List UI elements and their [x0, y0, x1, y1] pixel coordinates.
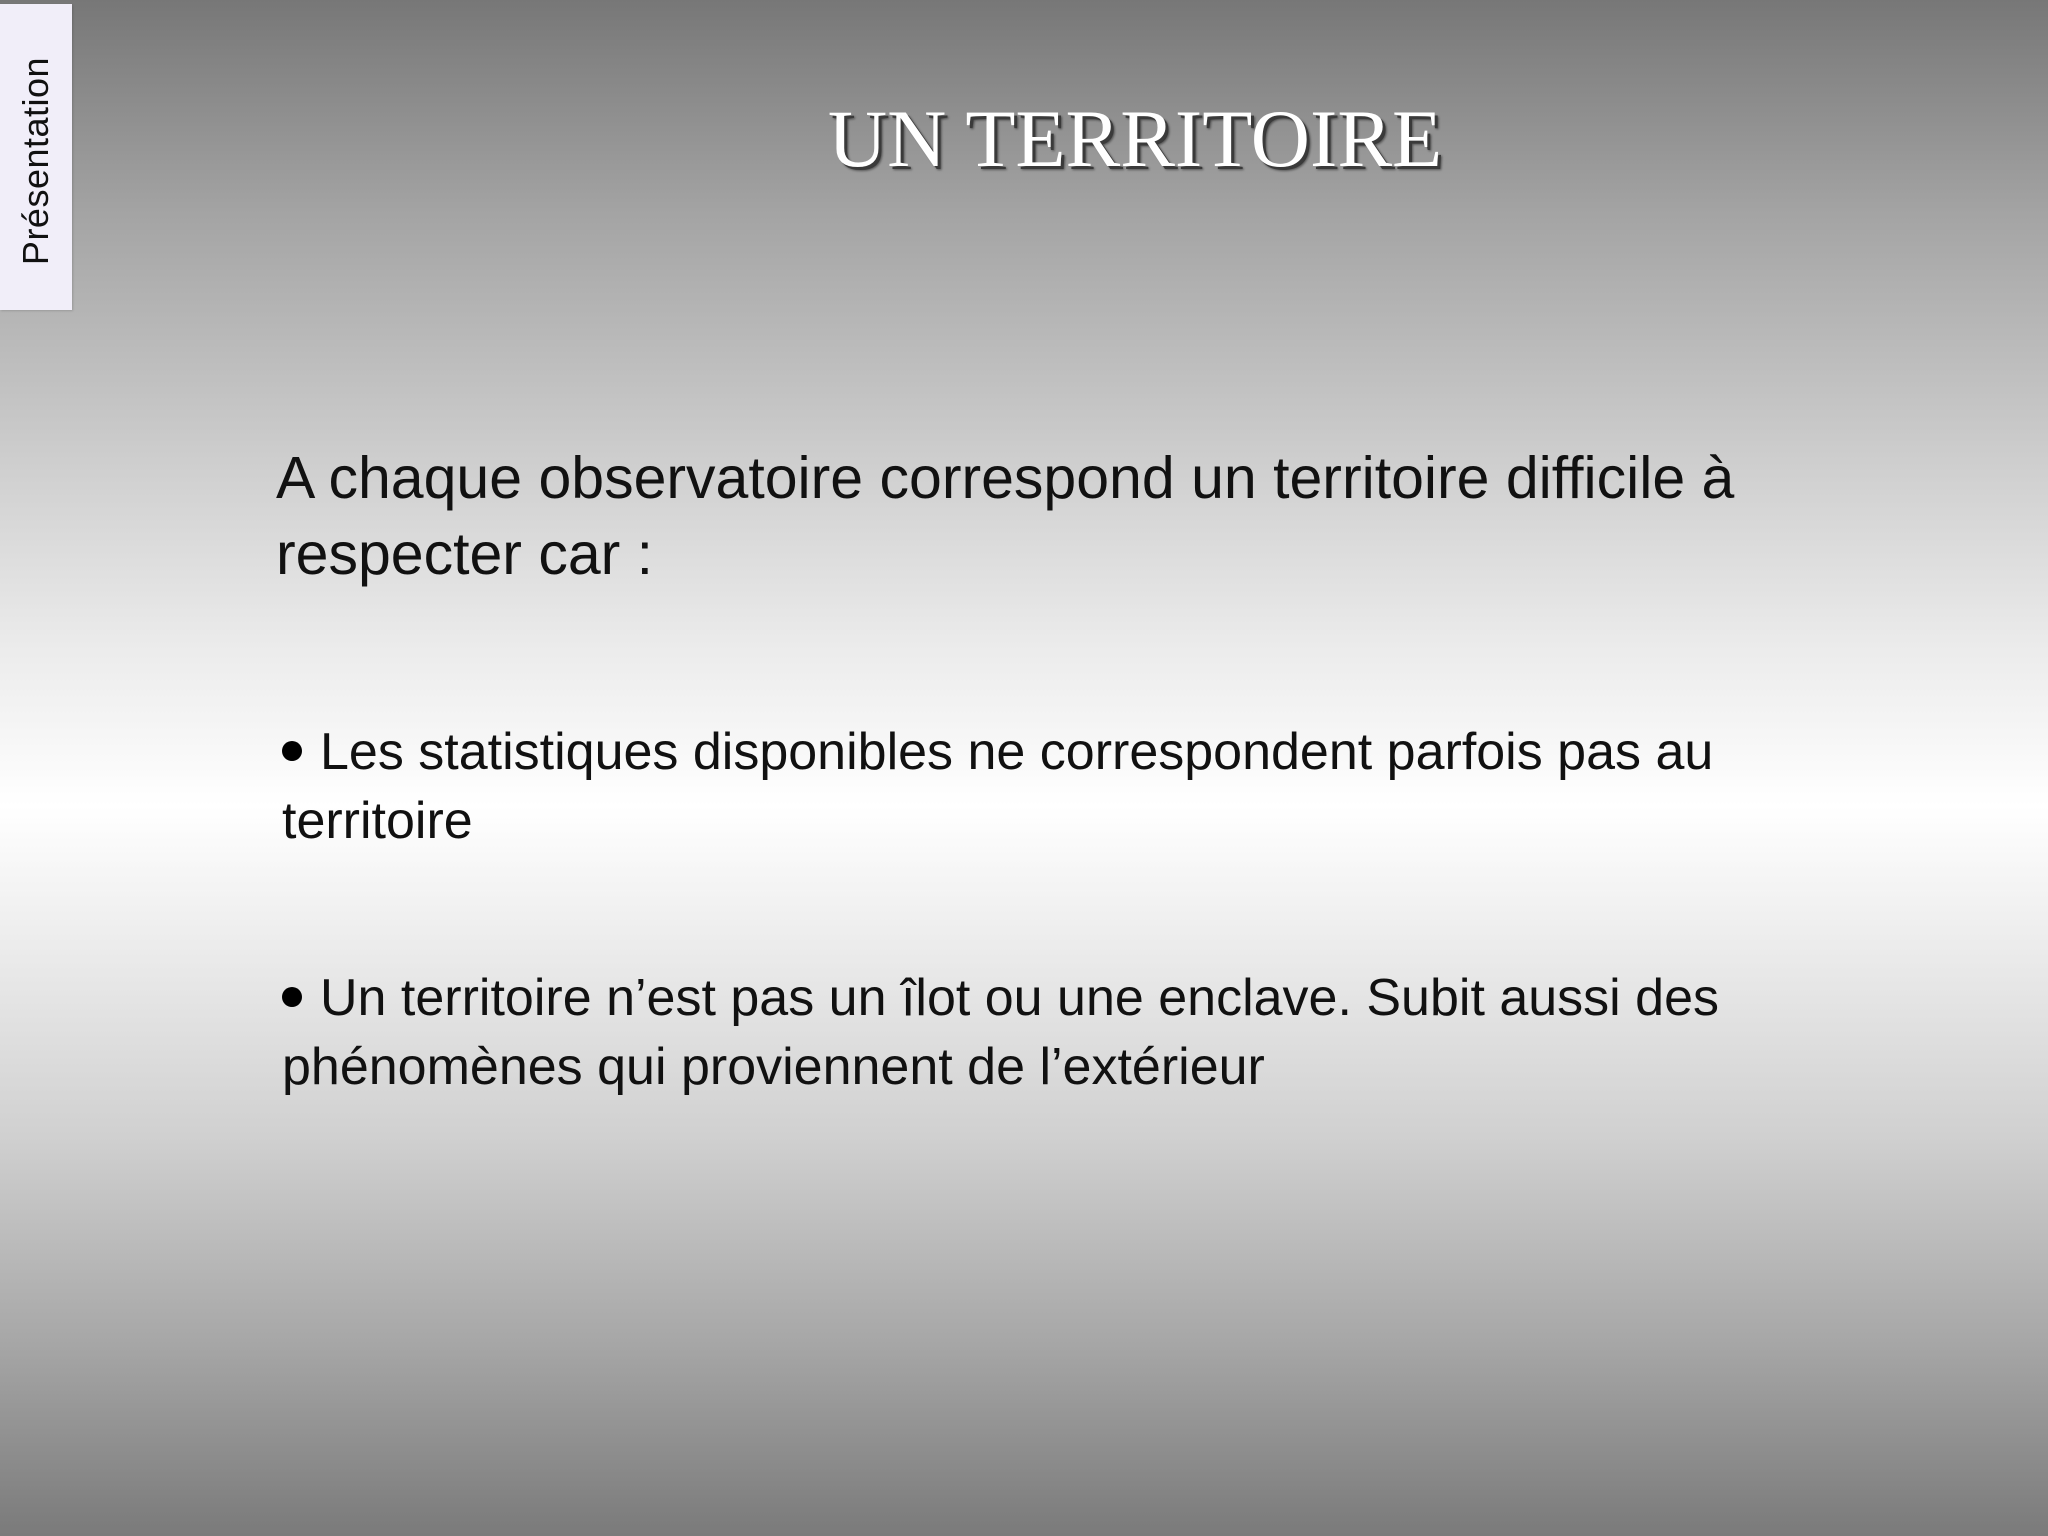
bullet-item: [282, 718, 1902, 856]
slide-title: UN TERRITOIRE: [827, 93, 1443, 184]
bullet-text: Un territoire n’est pas un îlot ou une enclave. Subit aussi des phénomènes qui proviennent de l’extérieur: [282, 969, 1720, 1096]
section-tab-label: Présentation: [15, 56, 56, 266]
intro-text: A chaque observatoire correspond un territoire difficile à respecter car :: [276, 445, 1735, 587]
bullet-dot-icon: [282, 987, 302, 1007]
bullet-text: Les statistiques disponibles ne correspondent parfois pas au territoire: [282, 723, 1714, 850]
bullet-item: [282, 964, 1902, 1102]
bullet-dot-icon: [282, 741, 302, 761]
